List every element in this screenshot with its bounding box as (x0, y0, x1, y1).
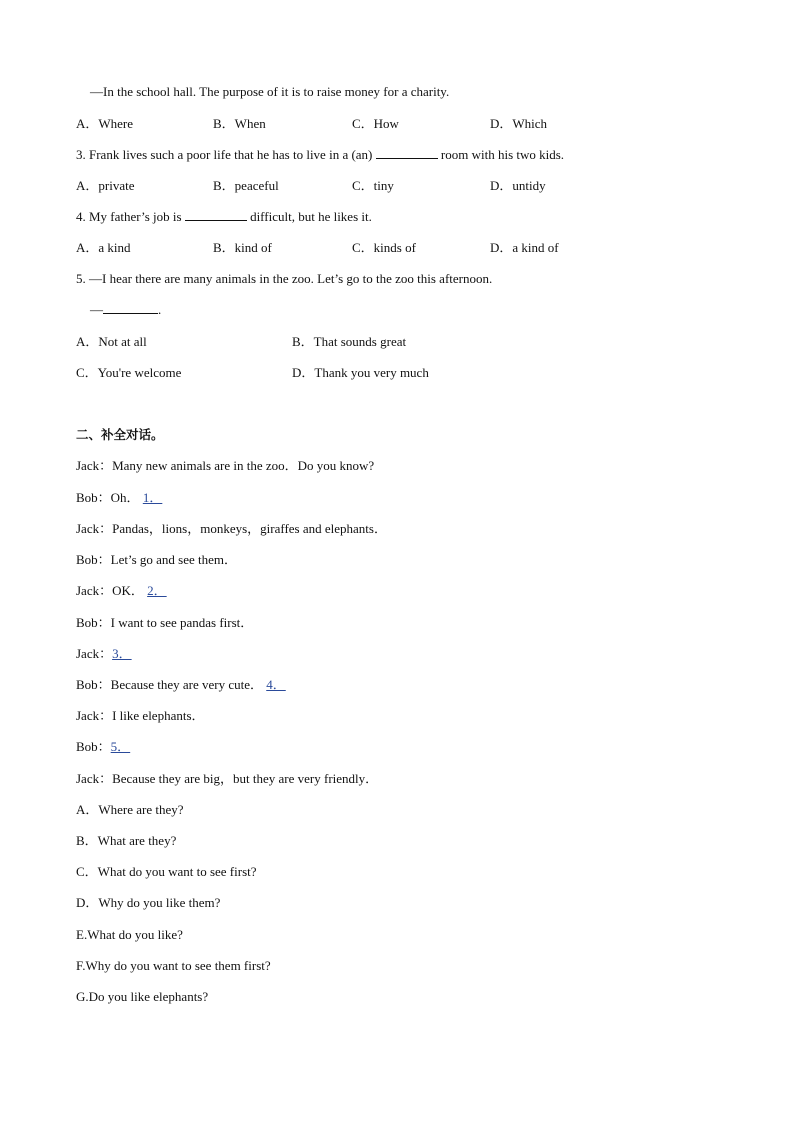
dialogue-text: Jack：Many new animals are in the zoo．Do you know? (76, 458, 375, 473)
q4-stem-after: difficult, but he likes it. (250, 209, 372, 224)
q5-reply (90, 302, 161, 318)
choice-a[interactable]: A．Where are they? (76, 802, 184, 817)
q3-option-c[interactable]: C．tiny (352, 178, 394, 193)
choice-d[interactable]: D．Why do you like them? (76, 895, 221, 910)
dialogue-blank-1[interactable]: 1． (142, 490, 163, 505)
dialogue-line-10 (76, 739, 130, 755)
dialogue-line-2 (76, 490, 162, 506)
q4-option-a[interactable]: A．a kind (76, 240, 131, 255)
dialogue-text: Bob：Oh． (76, 490, 140, 505)
dialogue-line-5 (76, 583, 167, 599)
q3-option-d[interactable]: D．untidy (490, 178, 546, 193)
dialogue-blank-2[interactable]: 2． (147, 583, 167, 598)
q2-answer-line: —In the school hall. The purpose of it is to raise money for a charity. (90, 84, 450, 99)
q5-option-b[interactable]: B．That sounds great (292, 334, 407, 349)
q5-blank[interactable] (103, 302, 158, 314)
q3-option-a[interactable]: A．private (76, 178, 135, 193)
q5-reply-suffix: . (158, 302, 162, 317)
dialogue-text: Jack：OK． (76, 583, 144, 598)
q2-option-a[interactable]: A．Where (76, 116, 134, 131)
section2-title: 二、补全对话。 (76, 427, 164, 442)
q2-option-b[interactable]: B．When (213, 116, 266, 131)
dialogue-line-4 (76, 552, 237, 568)
q3-option-b[interactable]: B．peaceful (213, 178, 279, 193)
dialogue-blank-5[interactable]: 5． (110, 739, 131, 754)
dialogue-line-9 (76, 708, 205, 724)
q4-stem (76, 209, 372, 225)
dialogue-line-6 (76, 615, 253, 631)
q5-option-d[interactable]: D．Thank you very much (292, 365, 429, 380)
dialogue-text: Jack：Pandas，lions，monkeys，giraffes and elephants． (76, 521, 387, 536)
dialogue-text: Jack：Because they are big，but they are very friendly． (76, 771, 379, 786)
dialogue-text: Bob：I want to see pandas first． (76, 615, 254, 630)
dialogue-text: Bob：Let’s go and see them． (76, 552, 238, 567)
q4-option-b[interactable]: B．kind of (213, 240, 272, 255)
dialogue-line-11 (76, 771, 378, 787)
q4-option-d[interactable]: D．a kind of (490, 240, 559, 255)
dialogue-text: Jack：I like elephants． (76, 708, 205, 723)
q2-option-d[interactable]: D．Which (490, 116, 548, 131)
q5-option-a[interactable]: A．Not at all (76, 334, 147, 349)
choice-c[interactable]: C．What do you want to see first? (76, 864, 257, 879)
q4-blank[interactable] (185, 209, 247, 221)
q5-reply-prefix: — (90, 302, 103, 317)
q5-option-c[interactable]: C．You're welcome (76, 365, 182, 380)
q4-stem-before: 4. My father’s job is (76, 209, 182, 224)
q4-option-c[interactable]: C．kinds of (352, 240, 416, 255)
dialogue-blank-4[interactable]: 4． (266, 677, 286, 692)
choice-b[interactable]: B．What are they? (76, 833, 177, 848)
q3-stem-after: room with his two kids. (440, 147, 565, 162)
choice-g[interactable]: G.Do you like elephants? (76, 989, 209, 1004)
dialogue-text: Jack： (76, 646, 113, 661)
dialogue-text: Bob： (76, 739, 111, 754)
dialogue-line-3 (76, 521, 387, 537)
dialogue-line-8 (76, 677, 286, 693)
q5-stem: 5. —I hear there are many animals in the zoo. Let’s go to the zoo this afternoon. (76, 271, 493, 286)
q3-blank[interactable] (376, 147, 438, 159)
choice-e[interactable]: E.What do you like? (76, 927, 183, 942)
q2-option-c[interactable]: C．How (352, 116, 399, 131)
dialogue-text: Bob：Because they are very cute． (76, 677, 263, 692)
dialogue-line-7 (76, 646, 132, 662)
choice-f[interactable]: F.Why do you want to see them first? (76, 958, 271, 973)
q3-stem-before: 3. Frank lives such a poor life that he has to live in a (an) (76, 147, 373, 162)
dialogue-line-1 (76, 458, 374, 474)
q3-stem (76, 147, 564, 163)
dialogue-blank-3[interactable]: 3． (112, 646, 132, 661)
